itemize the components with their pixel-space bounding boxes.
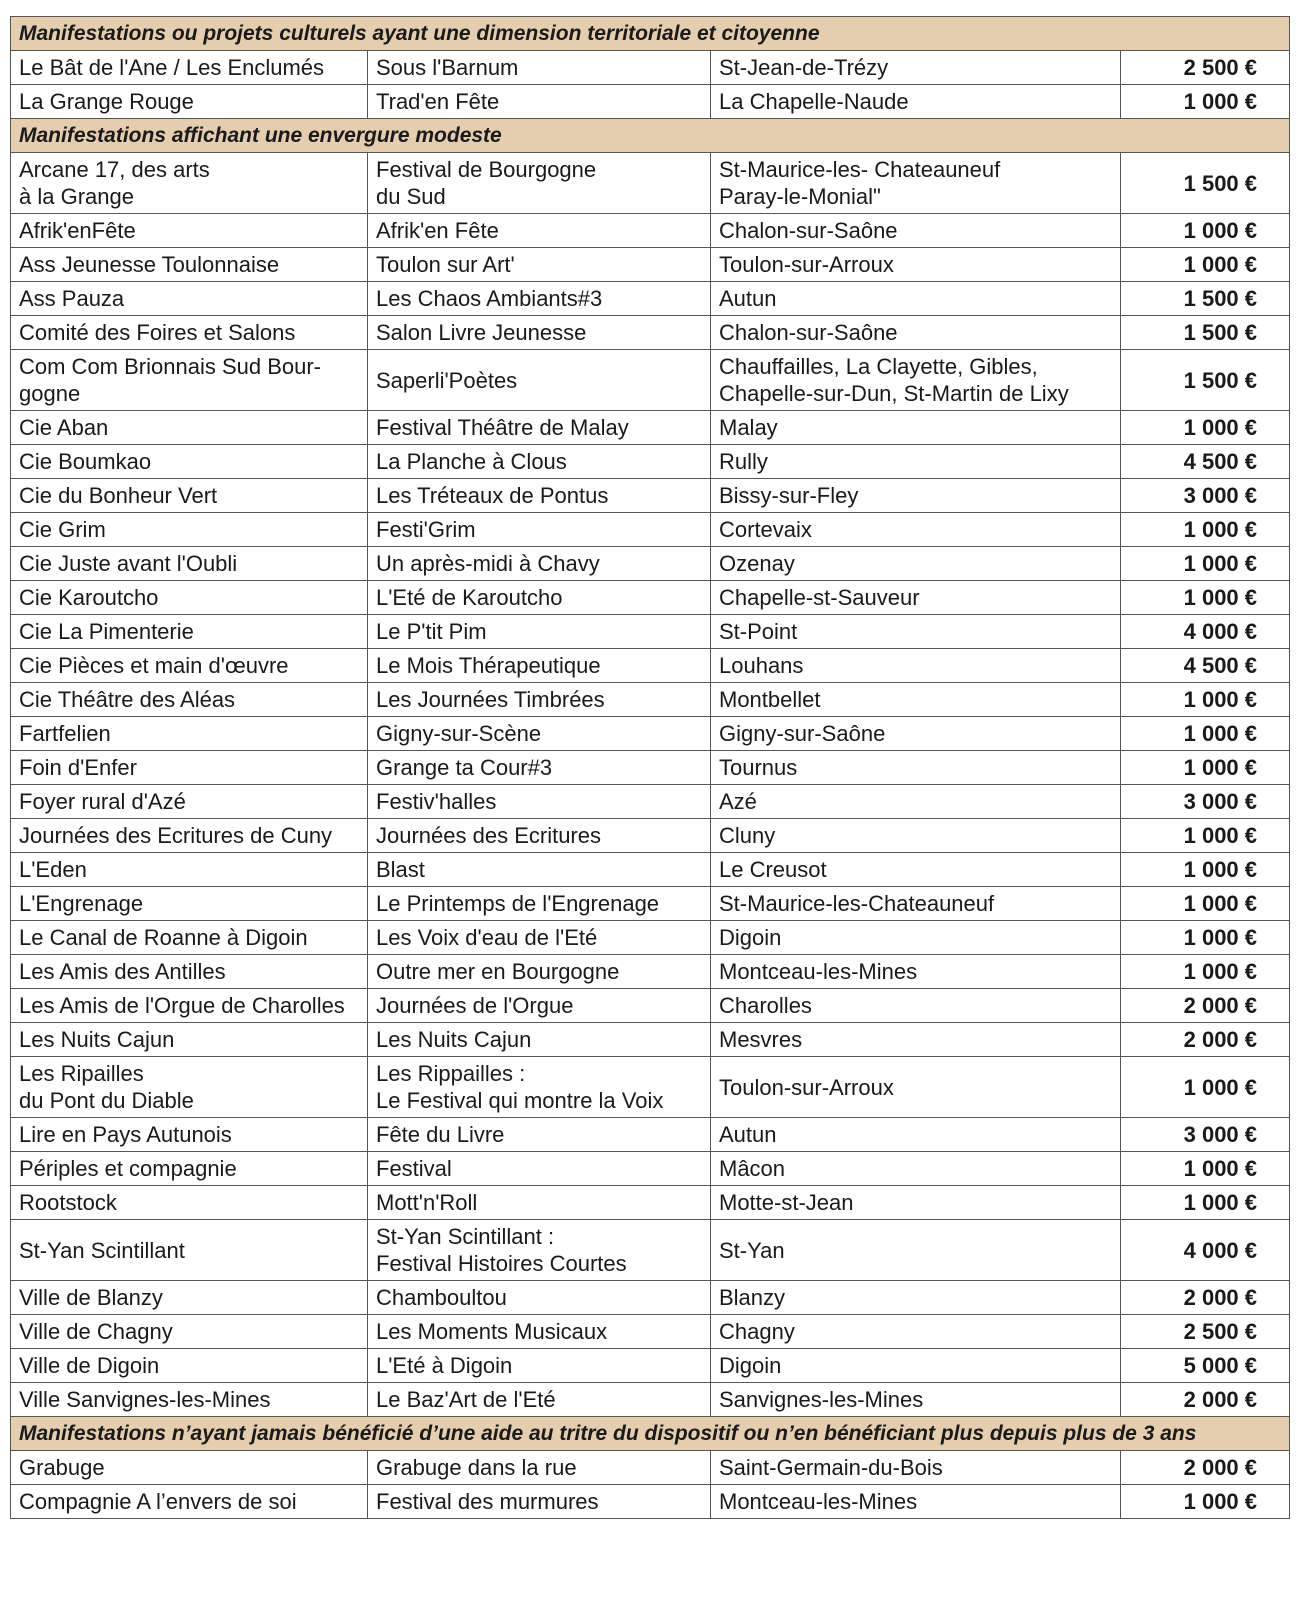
organisation-cell: Foin d'Enfer xyxy=(11,751,368,785)
location-cell: Charolles xyxy=(711,989,1121,1023)
event-cell: Chamboultou xyxy=(368,1281,711,1315)
event-cell: Salon Livre Jeunesse xyxy=(368,316,711,350)
amount-cell: 1 000 € xyxy=(1121,1186,1290,1220)
table-row xyxy=(11,1057,1290,1118)
amount-cell: 1 000 € xyxy=(1121,683,1290,717)
location-cell: Toulon-sur-Arroux xyxy=(711,248,1121,282)
amount-cell: 1 000 € xyxy=(1121,1057,1290,1118)
event-cell: Les Voix d'eau de l'Eté xyxy=(368,921,711,955)
section-title: Manifestations affichant une envergure modeste xyxy=(11,119,1290,153)
event-cell: Gigny-sur-Scène xyxy=(368,717,711,751)
amount-cell: 4 500 € xyxy=(1121,445,1290,479)
table-row xyxy=(11,214,1290,248)
event-cell: Festival de Bourgogne du Sud xyxy=(368,153,711,214)
event-cell: Festival des murmures xyxy=(368,1485,711,1519)
location-cell: Autun xyxy=(711,282,1121,316)
organisation-cell: Cie du Bonheur Vert xyxy=(11,479,368,513)
organisation-cell: Ville de Chagny xyxy=(11,1315,368,1349)
location-cell: La Chapelle-Naude xyxy=(711,85,1121,119)
organisation-cell: Lire en Pays Autunois xyxy=(11,1118,368,1152)
amount-cell: 1 500 € xyxy=(1121,350,1290,411)
amount-cell: 2 000 € xyxy=(1121,1023,1290,1057)
amount-cell: 1 000 € xyxy=(1121,819,1290,853)
table-row xyxy=(11,751,1290,785)
table-row xyxy=(11,819,1290,853)
event-cell: Grabuge dans la rue xyxy=(368,1451,711,1485)
location-cell: Cluny xyxy=(711,819,1121,853)
table-row xyxy=(11,785,1290,819)
event-cell: Afrik'en Fête xyxy=(368,214,711,248)
location-cell: Ozenay xyxy=(711,547,1121,581)
organisation-cell: Cie La Pimenterie xyxy=(11,615,368,649)
amount-cell: 1 000 € xyxy=(1121,411,1290,445)
amount-cell: 3 000 € xyxy=(1121,1118,1290,1152)
event-cell: Le P'tit Pim xyxy=(368,615,711,649)
event-cell: Sous l'Barnum xyxy=(368,51,711,85)
location-cell: Saint-Germain-du-Bois xyxy=(711,1451,1121,1485)
table-row xyxy=(11,316,1290,350)
location-cell: Chalon-sur-Saône xyxy=(711,316,1121,350)
location-cell: Digoin xyxy=(711,1349,1121,1383)
section-title: Manifestations ou projets culturels ayant une dimension territoriale et citoyenne xyxy=(11,17,1290,51)
organisation-cell: Compagnie A l’envers de soi xyxy=(11,1485,368,1519)
table-row xyxy=(11,1220,1290,1281)
event-cell: St-Yan Scintillant : Festival Histoires Courtes xyxy=(368,1220,711,1281)
table-row xyxy=(11,989,1290,1023)
amount-cell: 1 500 € xyxy=(1121,316,1290,350)
event-cell: Festiv'halles xyxy=(368,785,711,819)
section-header-row xyxy=(11,119,1290,153)
location-cell: Chauffailles, La Clayette, Gibles, Chapelle-sur-Dun, St-Martin de Lixy xyxy=(711,350,1121,411)
table-row xyxy=(11,683,1290,717)
event-cell: Festi'Grim xyxy=(368,513,711,547)
organisation-cell: Cie Aban xyxy=(11,411,368,445)
table-row xyxy=(11,1383,1290,1417)
organisation-cell: Les Amis de l'Orgue de Charolles xyxy=(11,989,368,1023)
location-cell: St-Jean-de-Trézy xyxy=(711,51,1121,85)
location-cell: Montceau-les-Mines xyxy=(711,1485,1121,1519)
location-cell: Bissy-sur-Fley xyxy=(711,479,1121,513)
location-cell: Louhans xyxy=(711,649,1121,683)
location-cell: Mâcon xyxy=(711,1152,1121,1186)
organisation-cell: Arcane 17, des arts à la Grange xyxy=(11,153,368,214)
organisation-cell: Rootstock xyxy=(11,1186,368,1220)
table-row xyxy=(11,853,1290,887)
table-row xyxy=(11,411,1290,445)
organisation-cell: Le Bât de l'Ane / Les Enclumés xyxy=(11,51,368,85)
organisation-cell: Périples et compagnie xyxy=(11,1152,368,1186)
table-row xyxy=(11,479,1290,513)
amount-cell: 1 000 € xyxy=(1121,214,1290,248)
organisation-cell: Cie Théâtre des Aléas xyxy=(11,683,368,717)
event-cell: Le Mois Thérapeutique xyxy=(368,649,711,683)
location-cell: Chapelle-st-Sauveur xyxy=(711,581,1121,615)
table-row xyxy=(11,153,1290,214)
organisation-cell: Cie Karoutcho xyxy=(11,581,368,615)
location-cell: Rully xyxy=(711,445,1121,479)
organisation-cell: Afrik'enFête xyxy=(11,214,368,248)
amount-cell: 1 000 € xyxy=(1121,581,1290,615)
organisation-cell: Les Nuits Cajun xyxy=(11,1023,368,1057)
amount-cell: 1 000 € xyxy=(1121,887,1290,921)
event-cell: Toulon sur Art' xyxy=(368,248,711,282)
amount-cell: 1 500 € xyxy=(1121,153,1290,214)
location-cell: St-Maurice-les-Chateauneuf xyxy=(711,887,1121,921)
amount-cell: 1 000 € xyxy=(1121,751,1290,785)
table-row xyxy=(11,282,1290,316)
table-row xyxy=(11,1023,1290,1057)
location-cell: Tournus xyxy=(711,751,1121,785)
organisation-cell: Fartfelien xyxy=(11,717,368,751)
location-cell: Azé xyxy=(711,785,1121,819)
amount-cell: 2 000 € xyxy=(1121,1281,1290,1315)
amount-cell: 3 000 € xyxy=(1121,785,1290,819)
organisation-cell: Com Com Brionnais Sud Bour- gogne xyxy=(11,350,368,411)
amount-cell: 5 000 € xyxy=(1121,1349,1290,1383)
amount-cell: 1 000 € xyxy=(1121,853,1290,887)
amount-cell: 2 500 € xyxy=(1121,1315,1290,1349)
location-cell: St-Yan xyxy=(711,1220,1121,1281)
table-row xyxy=(11,248,1290,282)
table-row xyxy=(11,955,1290,989)
table-row xyxy=(11,51,1290,85)
organisation-cell: Cie Juste avant l'Oubli xyxy=(11,547,368,581)
location-cell: Sanvignes-les-Mines xyxy=(711,1383,1121,1417)
amount-cell: 2 000 € xyxy=(1121,1451,1290,1485)
table-row xyxy=(11,649,1290,683)
amount-cell: 1 000 € xyxy=(1121,1485,1290,1519)
table-row xyxy=(11,85,1290,119)
organisation-cell: Ville de Blanzy xyxy=(11,1281,368,1315)
location-cell: St-Maurice-les- Chateauneuf Paray-le-Monial" xyxy=(711,153,1121,214)
event-cell: Les Journées Timbrées xyxy=(368,683,711,717)
organisation-cell: Foyer rural d'Azé xyxy=(11,785,368,819)
event-cell: Festival Théâtre de Malay xyxy=(368,411,711,445)
event-cell: Le Baz'Art de l'Eté xyxy=(368,1383,711,1417)
event-cell: Les Chaos Ambiants#3 xyxy=(368,282,711,316)
event-cell: Festival xyxy=(368,1152,711,1186)
table-row xyxy=(11,615,1290,649)
table-row xyxy=(11,921,1290,955)
location-cell: Autun xyxy=(711,1118,1121,1152)
organisation-cell: Ville Sanvignes-les-Mines xyxy=(11,1383,368,1417)
location-cell: Chagny xyxy=(711,1315,1121,1349)
location-cell: Blanzy xyxy=(711,1281,1121,1315)
organisation-cell: Journées des Ecritures de Cuny xyxy=(11,819,368,853)
location-cell: Montceau-les-Mines xyxy=(711,955,1121,989)
table-row xyxy=(11,1315,1290,1349)
organisation-cell: La Grange Rouge xyxy=(11,85,368,119)
event-cell: Les Moments Musicaux xyxy=(368,1315,711,1349)
organisation-cell: Les Ripailles du Pont du Diable xyxy=(11,1057,368,1118)
location-cell: Chalon-sur-Saône xyxy=(711,214,1121,248)
location-cell: Mesvres xyxy=(711,1023,1121,1057)
event-cell: Grange ta Cour#3 xyxy=(368,751,711,785)
table-row xyxy=(11,1485,1290,1519)
amount-cell: 4 500 € xyxy=(1121,649,1290,683)
organisation-cell: Cie Boumkao xyxy=(11,445,368,479)
event-cell: Un après-midi à Chavy xyxy=(368,547,711,581)
organisation-cell: Grabuge xyxy=(11,1451,368,1485)
amount-cell: 4 000 € xyxy=(1121,1220,1290,1281)
event-cell: Fête du Livre xyxy=(368,1118,711,1152)
table-row xyxy=(11,717,1290,751)
amount-cell: 1 000 € xyxy=(1121,547,1290,581)
amount-cell: 1 000 € xyxy=(1121,513,1290,547)
event-cell: Les Nuits Cajun xyxy=(368,1023,711,1057)
organisation-cell: St-Yan Scintillant xyxy=(11,1220,368,1281)
event-cell: Outre mer en Bourgogne xyxy=(368,955,711,989)
location-cell: Gigny-sur-Saône xyxy=(711,717,1121,751)
location-cell: Toulon-sur-Arroux xyxy=(711,1057,1121,1118)
grants-table xyxy=(10,16,1290,1519)
organisation-cell: Ass Jeunesse Toulonnaise xyxy=(11,248,368,282)
organisation-cell: Cie Grim xyxy=(11,513,368,547)
amount-cell: 2 000 € xyxy=(1121,989,1290,1023)
event-cell: Mott'n'Roll xyxy=(368,1186,711,1220)
event-cell: Les Rippailles : Le Festival qui montre la Voix xyxy=(368,1057,711,1118)
event-cell: Journées de l'Orgue xyxy=(368,989,711,1023)
amount-cell: 2 000 € xyxy=(1121,1383,1290,1417)
event-cell: L'Eté à Digoin xyxy=(368,1349,711,1383)
table-row xyxy=(11,1451,1290,1485)
location-cell: Motte-st-Jean xyxy=(711,1186,1121,1220)
organisation-cell: Comité des Foires et Salons xyxy=(11,316,368,350)
table-row xyxy=(11,350,1290,411)
table-row xyxy=(11,547,1290,581)
amount-cell: 4 000 € xyxy=(1121,615,1290,649)
table-row xyxy=(11,513,1290,547)
event-cell: Saperli'Poètes xyxy=(368,350,711,411)
table-row xyxy=(11,445,1290,479)
event-cell: La Planche à Clous xyxy=(368,445,711,479)
amount-cell: 1 000 € xyxy=(1121,921,1290,955)
event-cell: L'Eté de Karoutcho xyxy=(368,581,711,615)
amount-cell: 2 500 € xyxy=(1121,51,1290,85)
event-cell: Le Printemps de l'Engrenage xyxy=(368,887,711,921)
organisation-cell: Le Canal de Roanne à Digoin xyxy=(11,921,368,955)
section-header-row xyxy=(11,17,1290,51)
amount-cell: 1 500 € xyxy=(1121,282,1290,316)
section-title: Manifestations n’ayant jamais bénéficié d’une aide au tritre du dispositif ou n’en bénéficiant plus depuis plus de 3 ans xyxy=(11,1417,1290,1451)
location-cell: Le Creusot xyxy=(711,853,1121,887)
location-cell: Digoin xyxy=(711,921,1121,955)
organisation-cell: Ass Pauza xyxy=(11,282,368,316)
event-cell: Trad'en Fête xyxy=(368,85,711,119)
amount-cell: 1 000 € xyxy=(1121,1152,1290,1186)
table-row xyxy=(11,1281,1290,1315)
amount-cell: 1 000 € xyxy=(1121,955,1290,989)
table-row xyxy=(11,1186,1290,1220)
table-row xyxy=(11,1152,1290,1186)
organisation-cell: L'Engrenage xyxy=(11,887,368,921)
table-row xyxy=(11,1118,1290,1152)
table-row xyxy=(11,581,1290,615)
organisation-cell: Ville de Digoin xyxy=(11,1349,368,1383)
location-cell: St-Point xyxy=(711,615,1121,649)
location-cell: Cortevaix xyxy=(711,513,1121,547)
event-cell: Les Tréteaux de Pontus xyxy=(368,479,711,513)
organisation-cell: Les Amis des Antilles xyxy=(11,955,368,989)
organisation-cell: Cie Pièces et main d'œuvre xyxy=(11,649,368,683)
table-row xyxy=(11,887,1290,921)
section-header-row xyxy=(11,1417,1290,1451)
organisation-cell: L'Eden xyxy=(11,853,368,887)
location-cell: Montbellet xyxy=(711,683,1121,717)
table-row xyxy=(11,1349,1290,1383)
amount-cell: 1 000 € xyxy=(1121,248,1290,282)
amount-cell: 1 000 € xyxy=(1121,85,1290,119)
amount-cell: 1 000 € xyxy=(1121,717,1290,751)
grants-table-body xyxy=(11,17,1290,1519)
location-cell: Malay xyxy=(711,411,1121,445)
event-cell: Blast xyxy=(368,853,711,887)
event-cell: Journées des Ecritures xyxy=(368,819,711,853)
amount-cell: 3 000 € xyxy=(1121,479,1290,513)
